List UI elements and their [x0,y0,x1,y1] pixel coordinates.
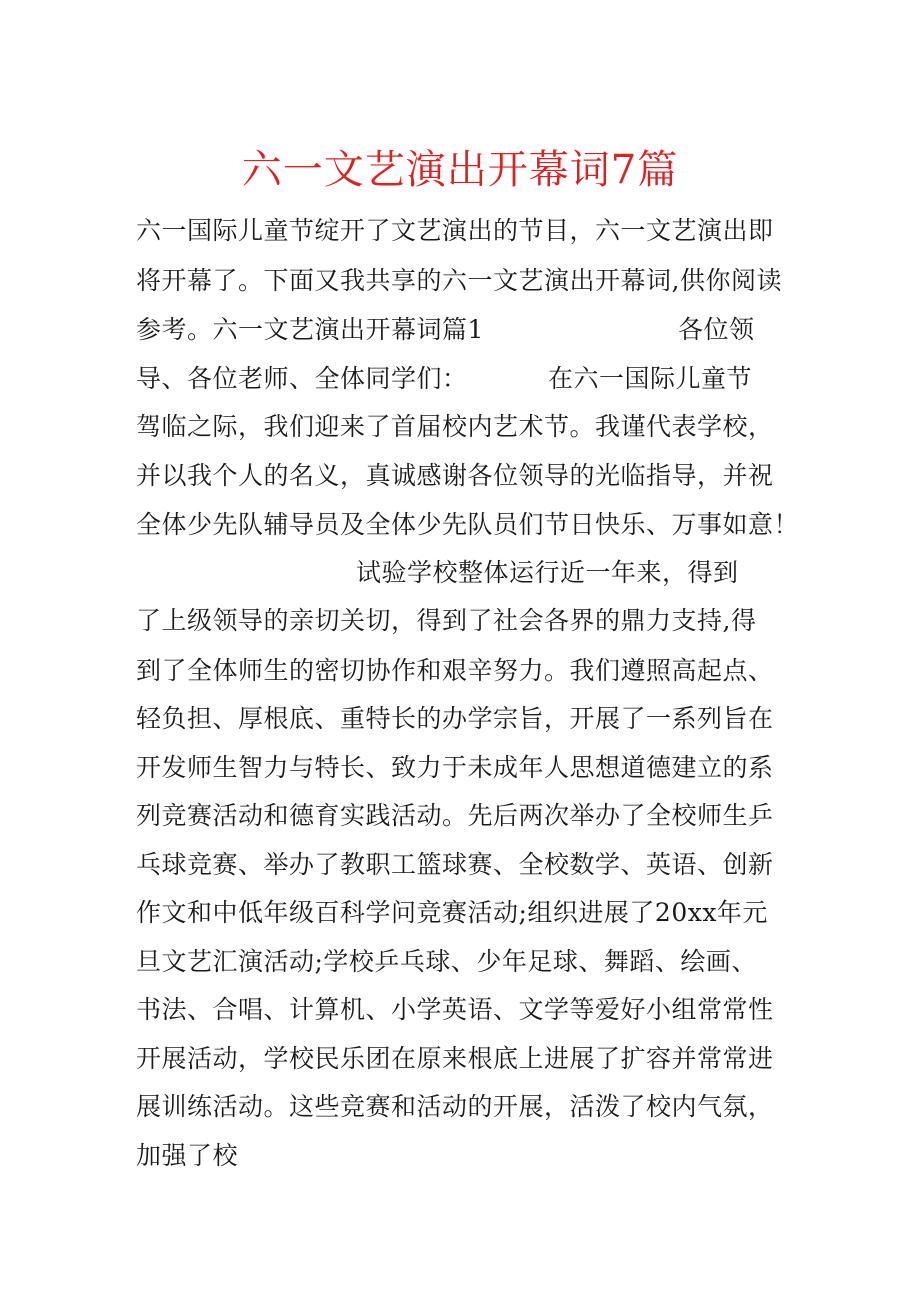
body-line: 旦文艺汇演活动;学校乒乓球、少年足球、舞蹈、绘画、 [136,947,757,976]
document-title: 六一文艺演出开幕词7篇 [241,147,679,193]
body-line: 将开幕了。下面又我共享的六一文艺演出开幕词,供你阅读 [136,266,782,295]
body-line: 全体少先队辅导员及全体少先队员们节日快乐、万事如意！ [136,510,800,539]
body-line: 加强了校 [136,1141,239,1170]
body-line: 列竞赛活动和德育实践活动。先后两次举办了全校师生乒 [136,801,774,830]
body-line: 驾临之际，我们迎来了首届校内艺术节。我谨代表学校， [136,412,774,441]
body-line: 作文和中低年级百科学问竞赛活动;组织进展了20xx年元 [136,898,768,927]
body-line: 展训练活动。这些竞赛和活动的开展，活泼了校内气氛， [136,1092,774,1121]
body-line: 试验学校整体运行近一年来，得到 [356,558,739,587]
body-line: 并以我个人的名义，真诚感谢各位领导的光临指导，并祝 [136,461,774,490]
body-line: 开发师生智力与特长、致力于未成年人思想道德建立的系 [136,753,774,782]
body-line: 乓球竞赛、举办了教职工篮球赛、全校数学、英语、创新 [136,850,774,879]
body-line: 在六一国际儿童节 [548,364,753,393]
body-line: 各位领 [678,315,755,344]
body-line: 轻负担、厚根底、重特长的办学宗旨，开展了一系列旨在 [136,704,774,733]
body-line: 了上级领导的亲切关切，得到了社会各界的鼎力支持,得 [136,606,757,635]
body-line: 开展活动，学校民乐团在原来根底上进展了扩容并常常进 [136,1044,774,1073]
body-line: 书法、合唱、计算机、小学英语、文学等爱好小组常常性 [136,995,774,1024]
body-line: 导、各位老师、全体同学们： [136,364,468,393]
body-line: 六一国际儿童节绽开了文艺演出的节目，六一文艺演出即 [136,216,774,245]
body-line: 到了全体师生的密切协作和艰辛努力。我们遵照高起点、 [136,656,774,685]
body-line: 参考。六一文艺演出开幕词篇1 [136,315,484,344]
